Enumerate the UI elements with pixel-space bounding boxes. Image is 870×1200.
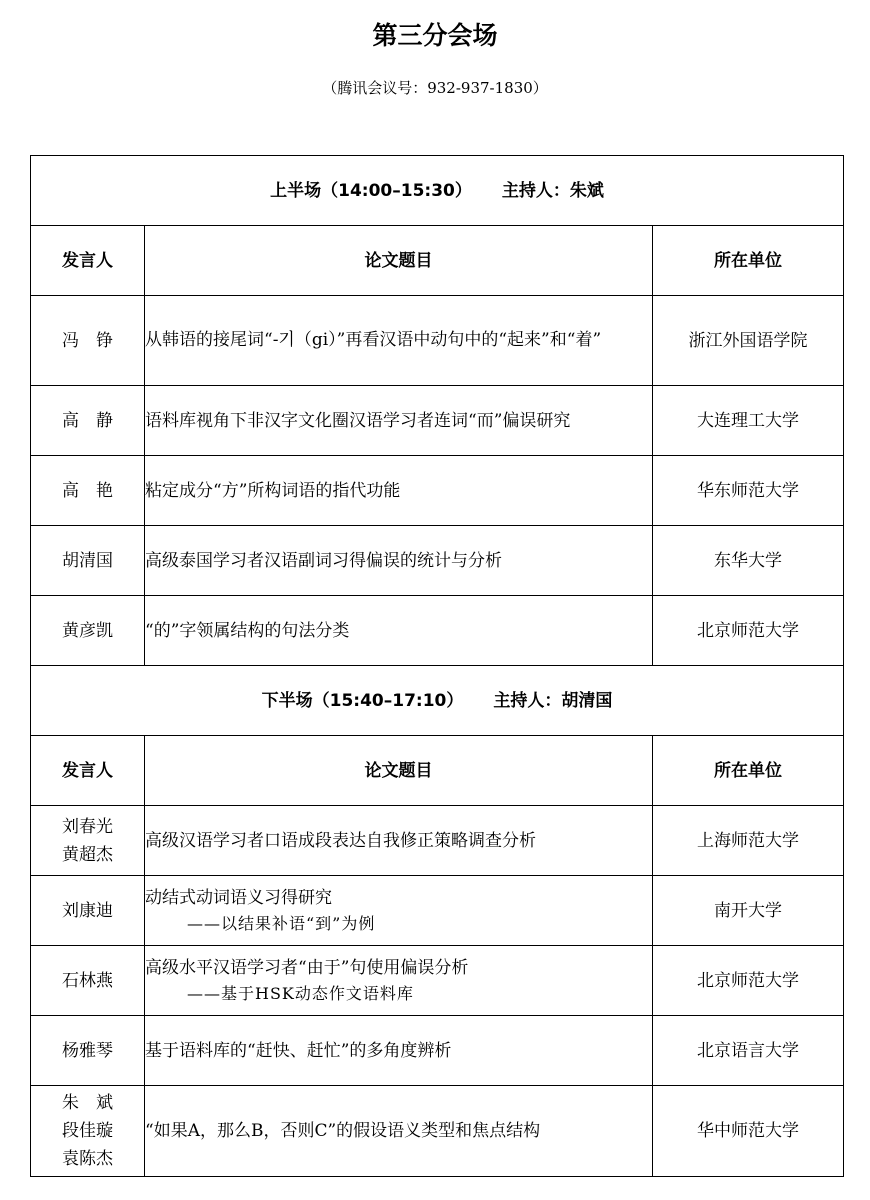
meeting-id: （腾讯会议号：932-937-1830） bbox=[322, 79, 548, 97]
topic-cell bbox=[145, 1086, 653, 1177]
paper-title: “的”字领属结构的句法分类 bbox=[145, 620, 350, 641]
session-header bbox=[31, 156, 844, 226]
speaker-name: 黄彦凯 bbox=[62, 620, 113, 641]
col-speaker: 发言人 bbox=[31, 736, 145, 806]
session-header-cell bbox=[31, 666, 844, 736]
speaker-cell bbox=[31, 526, 145, 596]
paper-title: 语料库视角下非汉字文化圈汉语学习者连词“而”偏误研究 bbox=[145, 410, 571, 431]
table-row bbox=[31, 296, 844, 386]
topic-cell bbox=[145, 296, 653, 386]
column-header-row bbox=[31, 736, 844, 806]
speaker-name: 黄超杰 bbox=[62, 844, 113, 865]
column-header-row bbox=[31, 226, 844, 296]
session-header bbox=[31, 666, 844, 736]
speaker-cell bbox=[31, 1016, 145, 1086]
paper-title: “如果A，那么B，否则C”的假设语义类型和焦点结构 bbox=[145, 1121, 541, 1141]
unit-cell: 北京师范大学 bbox=[653, 946, 844, 1016]
table-row bbox=[31, 876, 844, 946]
speaker-cell bbox=[31, 596, 145, 666]
col-speaker: 发言人 bbox=[31, 226, 145, 296]
topic-cell bbox=[145, 386, 653, 456]
topic-cell bbox=[145, 596, 653, 666]
table-row bbox=[31, 1016, 844, 1086]
topic-cell bbox=[145, 456, 653, 526]
speaker-name: 冯 铮 bbox=[62, 330, 113, 351]
unit-cell: 南开大学 bbox=[653, 876, 844, 946]
speaker-cell bbox=[31, 386, 145, 456]
speaker-name: 刘春光 bbox=[62, 816, 113, 837]
paper-title: 从韩语的接尾词“-기（gi）”再看汉语中动句中的“起来”和“着” bbox=[145, 330, 602, 350]
session-host: 主持人：胡清国 bbox=[493, 690, 613, 711]
topic-cell bbox=[145, 876, 653, 946]
session-header-cell bbox=[31, 156, 844, 226]
unit-cell: 大连理工大学 bbox=[653, 386, 844, 456]
unit-cell: 上海师范大学 bbox=[653, 806, 844, 876]
speaker-name: 石林燕 bbox=[62, 970, 113, 991]
unit-cell: 华中师范大学 bbox=[653, 1086, 844, 1177]
speaker-name: 段佳璇 bbox=[62, 1121, 113, 1141]
table-row bbox=[31, 1086, 844, 1177]
topic-cell bbox=[145, 1016, 653, 1086]
unit-cell: 东华大学 bbox=[653, 526, 844, 596]
topic-cell bbox=[145, 946, 653, 1016]
paper-title: 基于语料库的“赶快、赶忙”的多角度辨析 bbox=[145, 1040, 452, 1061]
unit-cell: 北京语言大学 bbox=[653, 1016, 844, 1086]
table-row bbox=[31, 526, 844, 596]
paper-title: 高级泰国学习者汉语副词习得偏误的统计与分析 bbox=[145, 550, 502, 571]
speaker-name: 袁陈杰 bbox=[62, 1149, 113, 1169]
col-topic: 论文题目 bbox=[145, 226, 653, 296]
session-host: 主持人：朱斌 bbox=[501, 180, 604, 201]
table-row bbox=[31, 596, 844, 666]
session-time: 上半场（14:00–15:30） bbox=[270, 180, 472, 201]
unit-cell: 华东师范大学 bbox=[653, 456, 844, 526]
speaker-cell bbox=[31, 946, 145, 1016]
paper-title: 粘定成分“方”所构词语的指代功能 bbox=[145, 480, 401, 501]
speaker-name: 刘康迪 bbox=[62, 900, 113, 921]
col-unit: 所在单位 bbox=[653, 736, 844, 806]
paper-subtitle: ——以结果补语“到”为例 bbox=[187, 913, 376, 933]
topic-cell bbox=[145, 526, 653, 596]
unit-cell: 浙江外国语学院 bbox=[653, 296, 844, 386]
table-row bbox=[31, 806, 844, 876]
table-row bbox=[31, 386, 844, 456]
topic-cell bbox=[145, 806, 653, 876]
table-row bbox=[31, 946, 844, 1016]
speaker-cell bbox=[31, 456, 145, 526]
paper-title: 高级汉语学习者口语成段表达自我修正策略调查分析 bbox=[145, 830, 536, 851]
speaker-name: 朱 斌 bbox=[62, 1093, 113, 1113]
page-title: 第三分会场 bbox=[372, 21, 498, 50]
speaker-cell bbox=[31, 1086, 145, 1177]
paper-title: 高级水平汉语学习者“由于”句使用偏误分析 bbox=[145, 957, 469, 978]
paper-subtitle: ——基于HSK动态作文语料库 bbox=[187, 983, 414, 1003]
session-time: 下半场（15:40–17:10） bbox=[261, 690, 464, 711]
speaker-cell bbox=[31, 806, 145, 876]
speaker-name: 胡清国 bbox=[62, 550, 113, 571]
schedule-table bbox=[30, 155, 844, 1177]
speaker-name: 高 艳 bbox=[62, 480, 113, 501]
paper-title: 动结式动词语义习得研究 bbox=[145, 887, 332, 908]
unit-cell: 北京师范大学 bbox=[653, 596, 844, 666]
speaker-name: 杨雅琴 bbox=[62, 1040, 113, 1061]
table-row bbox=[31, 456, 844, 526]
speaker-cell bbox=[31, 296, 145, 386]
speaker-cell bbox=[31, 876, 145, 946]
col-unit: 所在单位 bbox=[653, 226, 844, 296]
col-topic: 论文题目 bbox=[145, 736, 653, 806]
speaker-name: 高 静 bbox=[62, 410, 113, 431]
